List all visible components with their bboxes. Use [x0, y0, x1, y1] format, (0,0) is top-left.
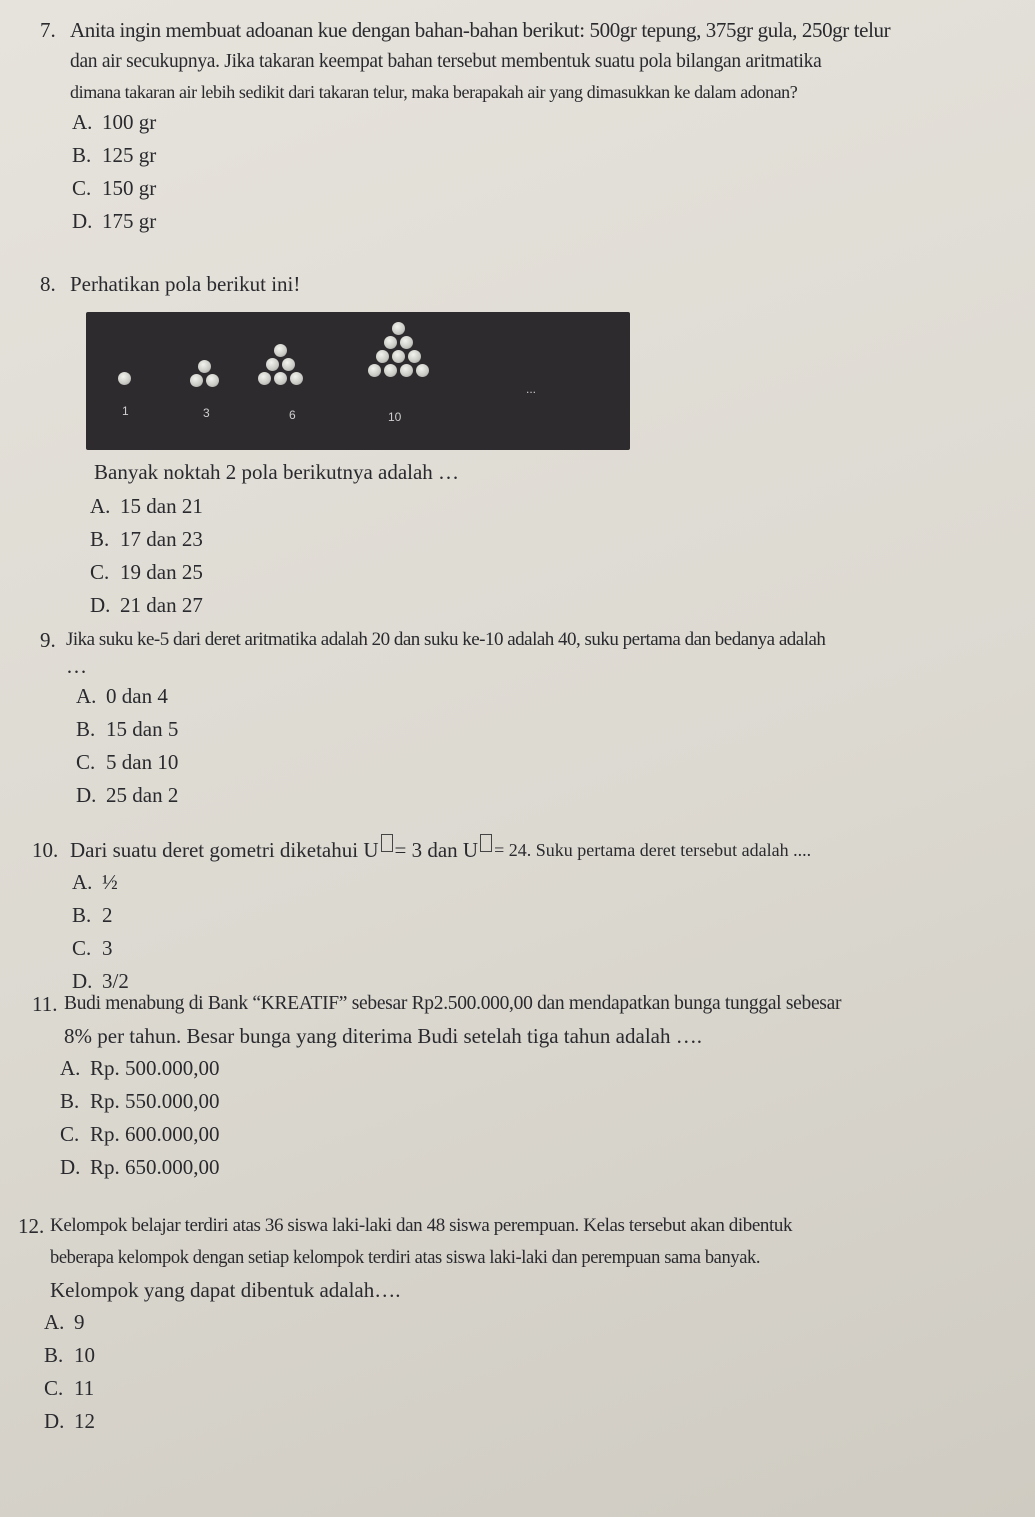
dot	[198, 360, 211, 373]
option-8a[interactable]: A. 15 dan 21	[90, 494, 203, 518]
question-11-number: 11.	[32, 992, 58, 1016]
dot	[392, 350, 405, 363]
option-7a[interactable]: A. 100 gr	[72, 110, 157, 134]
option-9a[interactable]: A. 0 dan 4	[76, 684, 168, 708]
question-12-number: 12.	[18, 1214, 45, 1238]
question-8	[40, 268, 300, 300]
question-10-text: 10. Dari suatu deret gometri diketahui U = 3 dan U = 24. Suku pertama deret tersebut adalah ....	[32, 834, 811, 866]
question-9-options	[40, 680, 825, 812]
question-12-options	[18, 1306, 792, 1438]
option-9c[interactable]: C. 5 dan 10	[76, 750, 179, 774]
dot	[384, 336, 397, 349]
question-11	[32, 988, 841, 1184]
question-8-intro: 8. Perhatikan pola berikut ini!	[40, 268, 300, 300]
dot	[384, 364, 397, 377]
option-9d[interactable]: D. 25 dan 2	[76, 783, 179, 807]
dot	[274, 372, 287, 385]
dot-pattern-figure	[86, 312, 630, 450]
question-10-number: 10.	[32, 838, 59, 862]
option-11c[interactable]: C. Rp. 600.000,00	[60, 1122, 220, 1146]
pattern-label-10: 10	[388, 410, 402, 424]
question-9-text: 9. Jika suku ke-5 dari deret aritmatika adalah 20 dan suku ke-10 adalah 40, suku pertama dan bedanya adalah	[40, 624, 825, 656]
dot	[408, 350, 421, 363]
question-11-line1: 11. Budi menabung di Bank “KREATIF” sebesar Rp2.500.000,00 dan mendapatkan bunga tunggal sebesar	[32, 988, 841, 1020]
dot	[274, 344, 287, 357]
dot	[282, 358, 295, 371]
option-11a[interactable]: A. Rp. 500.000,00	[60, 1056, 220, 1080]
question-10-options	[32, 866, 811, 998]
dot	[290, 372, 303, 385]
option-12a[interactable]: A. 9	[44, 1310, 85, 1334]
subscript-placeholder	[381, 834, 393, 852]
question-8-options	[40, 490, 459, 622]
pattern-label-3: 3	[203, 406, 210, 420]
option-7c[interactable]: C. 150 gr	[72, 176, 157, 200]
dot	[392, 322, 405, 335]
dot	[368, 364, 381, 377]
dot	[376, 350, 389, 363]
dot	[258, 372, 271, 385]
option-8d[interactable]: D. 21 dan 27	[90, 593, 203, 617]
question-12-line1: 12. Kelompok belajar terdiri atas 36 siswa laki-laki dan 48 siswa perempuan. Kelas tersebut akan dibentuk	[18, 1210, 792, 1242]
question-9-number: 9.	[40, 628, 56, 652]
question-7-line3: dimana takaran air lebih sedikit dari takaran telur, maka berapakah air yang dimasukkan ke dalam adonan?	[70, 82, 798, 102]
option-10c[interactable]: C. 3	[72, 936, 113, 960]
dot	[190, 374, 203, 387]
pattern-ellipsis: ...	[526, 382, 537, 396]
dot	[400, 364, 413, 377]
question-11-line2: 8% per tahun. Besar bunga yang diterima Budi setelah tiga tahun adalah ….	[64, 1024, 702, 1048]
question-11-options	[32, 1052, 841, 1184]
option-7d[interactable]: D. 175 gr	[72, 209, 157, 233]
option-11d[interactable]: D. Rp. 650.000,00	[60, 1155, 220, 1179]
question-8-number: 8.	[40, 272, 56, 296]
subscript-placeholder	[480, 834, 492, 852]
dot	[266, 358, 279, 371]
question-7-line2: dan air secukupnya. Jika takaran keempat bahan tersebut membentuk suatu pola bilangan aritmatika	[70, 51, 822, 72]
dot	[206, 374, 219, 387]
question-7-line1: 7. Anita ingin membuat adoanan kue dengan bahan-bahan berikut: 500gr tepung, 375gr gula, 250gr telur	[40, 14, 890, 46]
question-7	[40, 14, 890, 238]
question-9	[40, 624, 825, 812]
option-10d[interactable]: D. 3/2	[72, 969, 129, 993]
option-7b[interactable]: B. 125 gr	[72, 143, 157, 167]
option-12d[interactable]: D. 12	[44, 1409, 95, 1433]
option-8b[interactable]: B. 17 dan 23	[90, 527, 203, 551]
question-7-options	[40, 106, 890, 238]
option-9b[interactable]: B. 15 dan 5	[76, 717, 179, 741]
pattern-label-6: 6	[289, 408, 296, 422]
question-12	[18, 1210, 792, 1438]
question-12-line2: beberapa kelompok dengan setiap kelompok terdiri atas siswa laki-laki dan perempuan sama banyak.	[50, 1248, 761, 1268]
question-8-question: Banyak noktah 2 pola berikutnya adalah …	[94, 460, 460, 484]
question-8-body	[40, 456, 459, 622]
option-12b[interactable]: B. 10	[44, 1343, 95, 1367]
option-10a[interactable]: A. ½	[72, 870, 118, 894]
question-10	[32, 834, 811, 998]
dot	[118, 372, 131, 385]
question-9-continuation: …	[66, 654, 87, 678]
dot	[400, 336, 413, 349]
option-8c[interactable]: C. 19 dan 25	[90, 560, 203, 584]
option-12c[interactable]: C. 11	[44, 1376, 95, 1400]
question-12-line3: Kelompok yang dapat dibentuk adalah….	[50, 1278, 401, 1302]
dot	[416, 364, 429, 377]
option-10b[interactable]: B. 2	[72, 903, 113, 927]
question-7-number: 7.	[40, 18, 56, 42]
pattern-label-1: 1	[122, 404, 129, 418]
option-11b[interactable]: B. Rp. 550.000,00	[60, 1089, 220, 1113]
